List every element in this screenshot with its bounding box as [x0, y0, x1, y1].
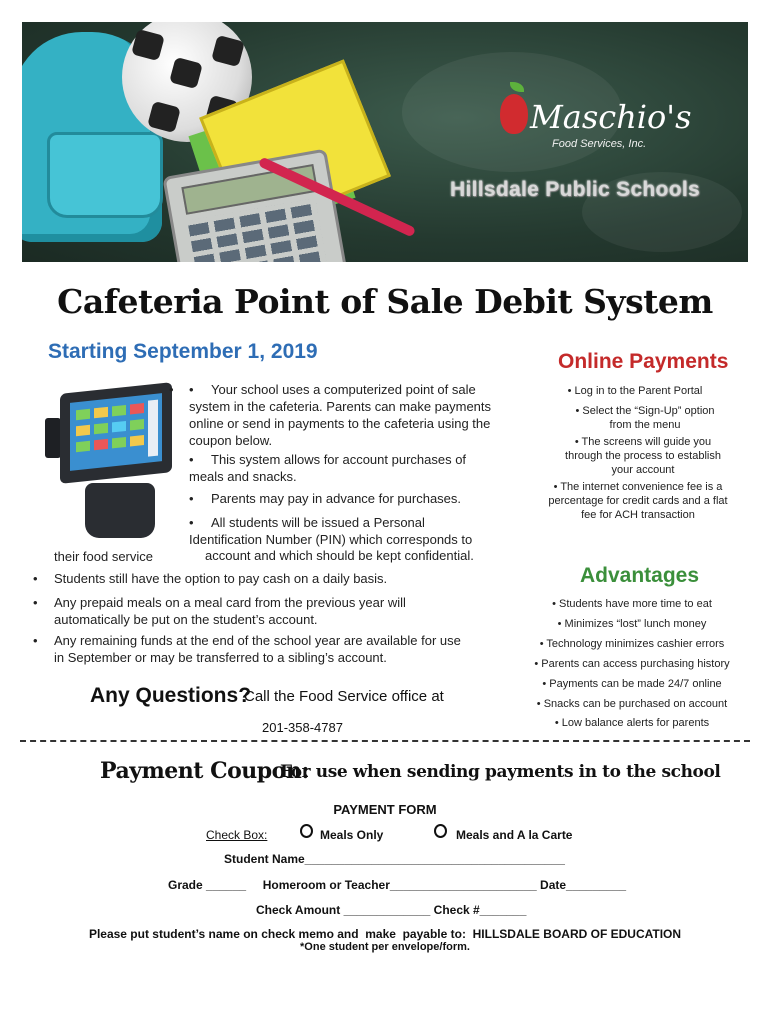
bullet-icon: •: [189, 515, 194, 530]
advantage-item: [520, 716, 744, 730]
coupon-subtitle: For use when sending payments in to the school: [280, 762, 721, 782]
advantage-text: Snacks can be purchased on account: [543, 698, 728, 710]
online-item-3: [558, 435, 728, 477]
questions-label: Any Questions?: [90, 684, 252, 707]
start-date-heading: Starting September 1, 2019: [48, 340, 318, 363]
online-item-text: Select the “Sign-Up” option from the menu: [582, 405, 715, 431]
pin-line-2: Identification Number (PIN) which corresponds to: [189, 532, 473, 547]
intro-bullet-text: Your school uses a computerized point of sale system in the cafeteria. Parents can make payments online or send in payments to the cafeteria using the coupon below.: [189, 382, 492, 448]
advantage-text: Students have more time to eat: [559, 598, 712, 610]
advantage-text: Technology minimizes cashier errors: [546, 638, 725, 650]
intro-bullet-3: [189, 490, 509, 507]
intro-bullet-text: This system allows for account purchases of meals and snacks.: [189, 452, 467, 484]
backpack-pocket-illustration: [47, 132, 163, 218]
advantage-item: [520, 657, 744, 671]
intro-bullet-text: Parents may pay in advance for purchases.: [211, 491, 462, 506]
bullet-icon: •: [557, 618, 565, 630]
online-item-text: Log in to the Parent Portal: [574, 385, 703, 397]
bullet-icon: •: [574, 436, 582, 448]
advantage-item: [520, 617, 744, 631]
questions-text: Call the Food Service office at: [244, 688, 444, 705]
online-item-4: [545, 480, 731, 522]
advantage-item: [520, 697, 744, 711]
intro-bullet-7: [33, 632, 474, 666]
bullet-icon: •: [33, 571, 38, 586]
check-box-label: Check Box:: [206, 828, 268, 842]
advantage-item: [520, 597, 744, 611]
header-banner: [22, 22, 748, 262]
bullet-icon: •: [33, 633, 38, 648]
cut-line-divider: [20, 740, 750, 742]
meals-and-ala-carte-label: Meals and A la Carte: [456, 828, 573, 842]
intro-bullet-6: [33, 594, 454, 628]
envelope-note: *One student per envelope/form.: [300, 941, 470, 953]
calculator-illustration: [162, 149, 347, 262]
meals-only-label: Meals Only: [320, 828, 384, 842]
advantages-heading: Advantages: [580, 564, 700, 587]
school-name: Hillsdale Public Schools: [450, 178, 700, 201]
logo-subtitle: Food Services, Inc.: [552, 138, 647, 150]
pos-terminal-image: [45, 388, 175, 548]
bullet-icon: • •: [189, 382, 194, 397]
online-item-text: The internet convenience fee is a percentage for credit cards and a flat fee for ACH transaction: [548, 481, 728, 521]
apple-logo-icon: [500, 94, 528, 134]
bullet-icon: •: [542, 678, 550, 690]
bullet-icon: •: [567, 385, 575, 397]
logo-name: Maschio's: [530, 98, 692, 136]
intro-bullet-2: [189, 451, 504, 485]
intro-bullet-text: Any prepaid meals on a meal card from the previous year will automatically be put on the student’s account.: [54, 595, 406, 627]
intro-bullet-text: Any remaining funds at the end of the school year are available for use in September or may be transferred to a sibling’s account.: [54, 633, 461, 665]
advantage-text: Low balance alerts for parents: [561, 717, 710, 729]
coupon-title: Payment Coupon:: [100, 758, 309, 784]
meals-and-ala-carte-radio[interactable]: [434, 824, 447, 838]
bullet-icon: •: [189, 491, 194, 506]
intro-bullet-text: Students still have the option to pay cash on a daily basis.: [54, 571, 388, 586]
meals-only-radio[interactable]: [300, 824, 313, 838]
bullet-icon: •: [539, 638, 547, 650]
online-payments-heading: Online Payments: [558, 350, 729, 373]
bullet-icon: •: [33, 595, 38, 610]
phone-number: 201-358-4787: [262, 720, 343, 735]
memo-instruction: Please put student’s name on check memo and make payable to: HILLSDALE BOARD OF EDUCATION: [88, 927, 682, 941]
pin-line-3-left: their food service: [54, 549, 153, 564]
intro-bullet-5: [33, 570, 484, 587]
advantage-text: Minimizes “lost” lunch money: [564, 618, 707, 630]
pin-line-1: All students will be issued a Personal: [211, 515, 425, 530]
bullet-icon: •: [536, 698, 544, 710]
bullet-icon: •: [552, 598, 560, 610]
intro-bullet-4: [189, 514, 509, 548]
advantage-text: Payments can be made 24/7 online: [549, 678, 722, 690]
check-amount-number-fields[interactable]: Check Amount _____________ Check #_______: [256, 903, 527, 917]
bullet-icon: •: [534, 658, 542, 670]
advantage-item: [520, 677, 744, 691]
advantage-item: [520, 637, 744, 651]
online-item-2: [565, 404, 725, 432]
bullet-icon: •: [554, 717, 562, 729]
bullet-icon: •: [575, 405, 583, 417]
pin-line-3-right: account and which should be kept confidential.: [205, 548, 474, 563]
grade-homeroom-date-fields[interactable]: Grade ______ Homeroom or Teacher______________________ Date_________: [168, 878, 627, 892]
bullet-icon: •: [553, 481, 561, 493]
page-title: Cafeteria Point of Sale Debit System: [57, 282, 713, 321]
online-item-1: [545, 384, 725, 398]
bullet-icon: •: [189, 452, 194, 467]
advantage-text: Parents can access purchasing history: [541, 658, 730, 670]
student-name-field[interactable]: Student Name_______________________________________: [224, 852, 565, 866]
intro-bullet-1: [189, 381, 509, 449]
online-item-text: The screens will guide you through the process to establish your account: [565, 436, 721, 476]
payment-form-heading: PAYMENT FORM: [333, 802, 437, 817]
